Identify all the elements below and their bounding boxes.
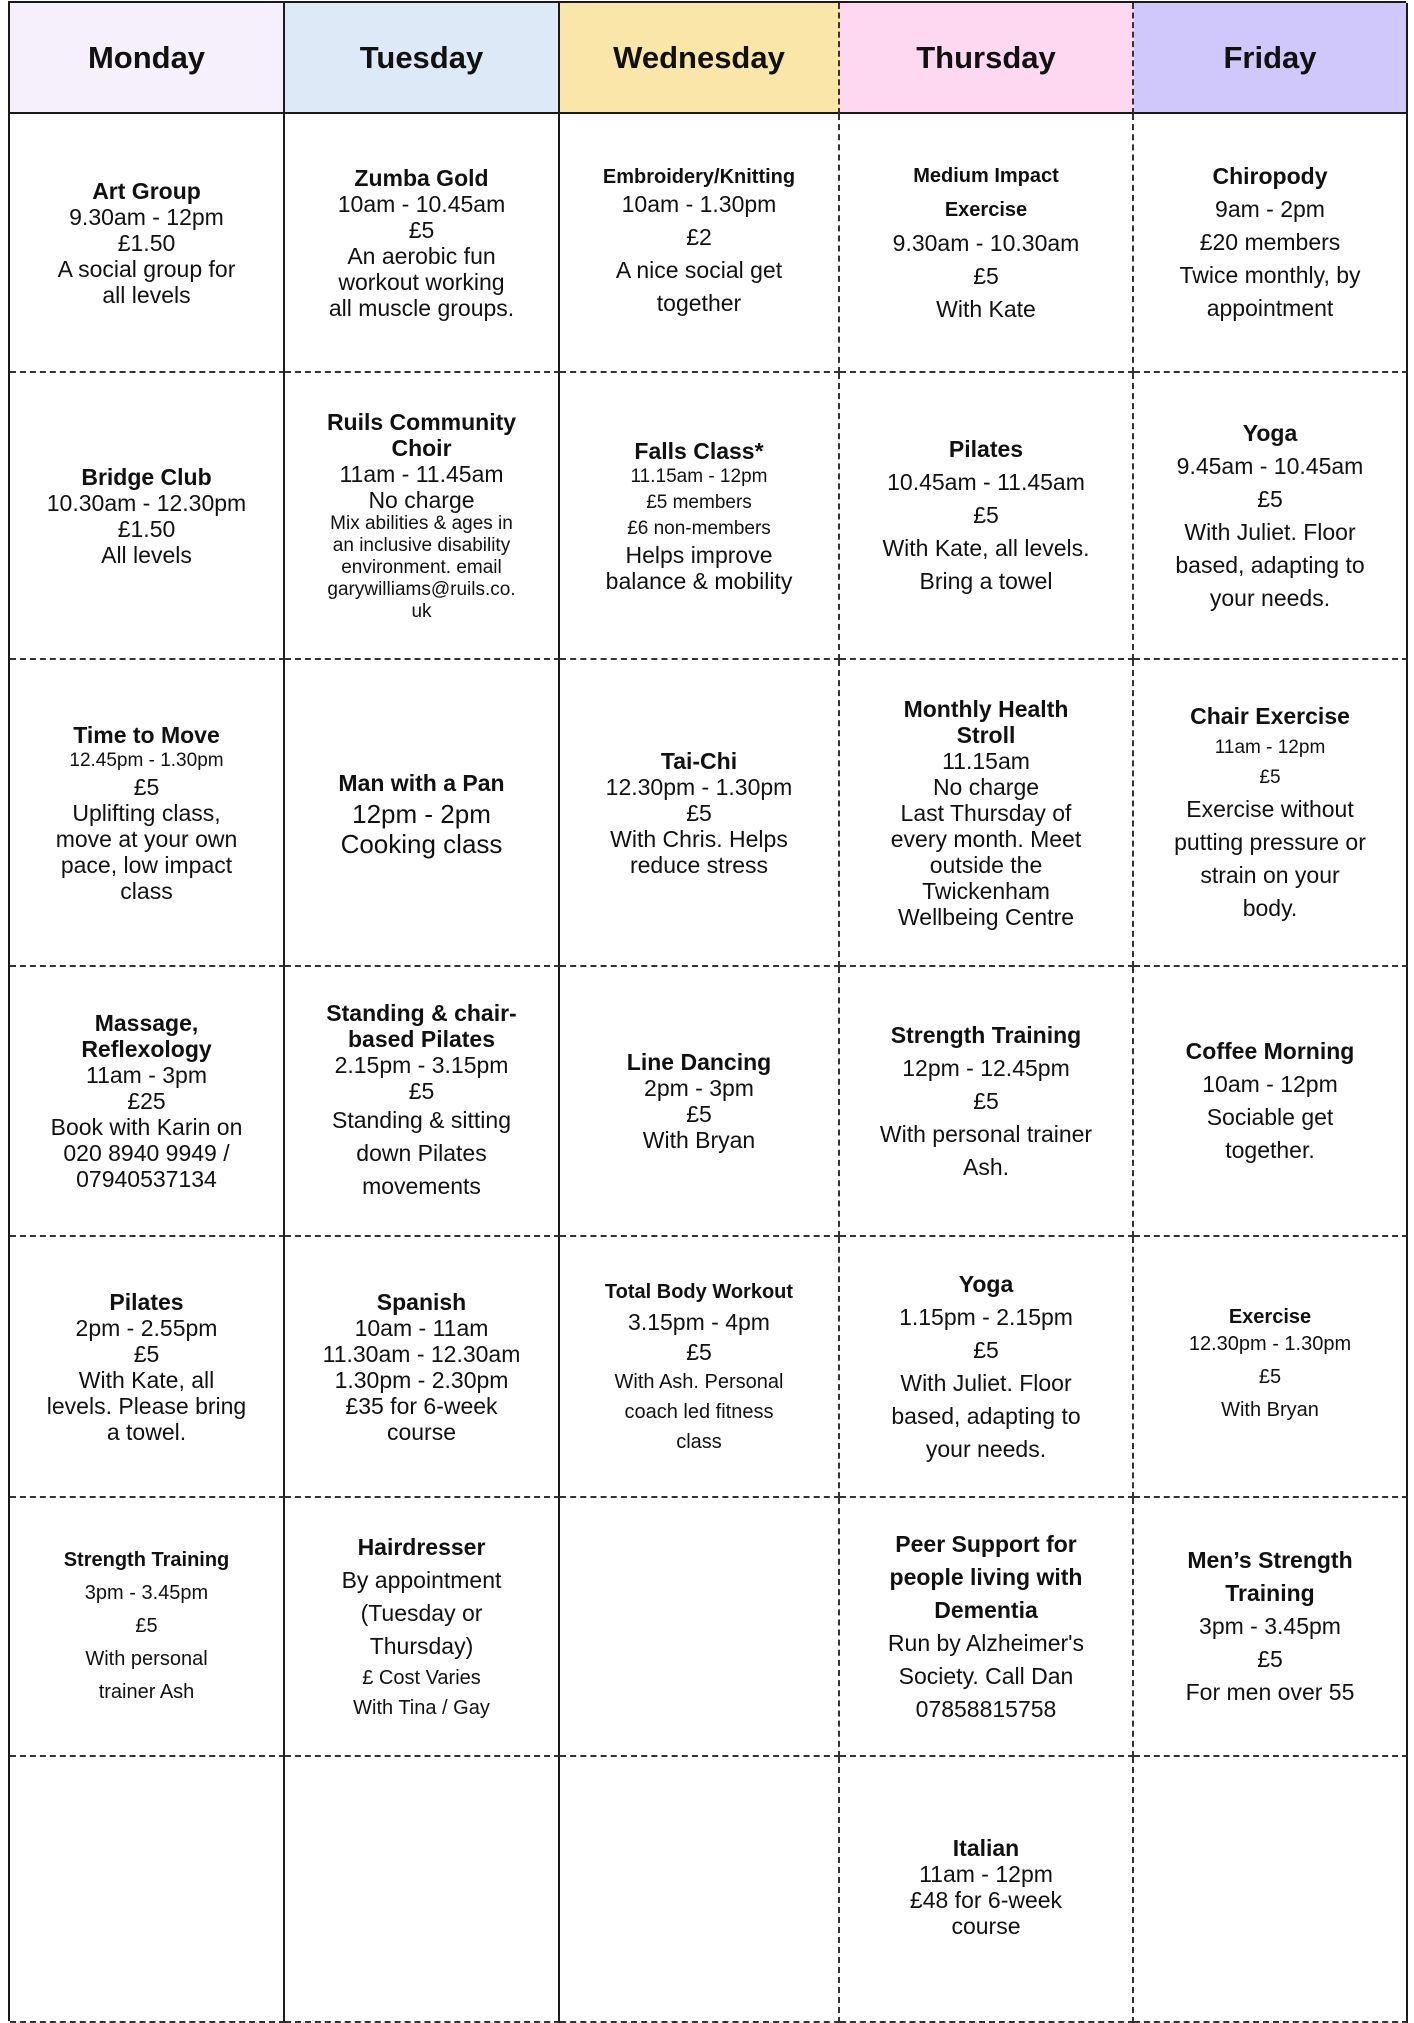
activity-time: 11.15am [942,747,1030,774]
activity-note: Standing & sitting [331,1106,511,1133]
activity-note: With Juliet. Floor [900,1369,1072,1396]
activity-price: £1.50 [117,229,176,256]
activity-time: By appointment [341,1566,502,1593]
activity-price: £5 [1258,1366,1282,1388]
activity-note: Mix abilities & ages in [330,512,513,534]
activity-price: £ Cost Varies [362,1666,481,1689]
activity-cell [1134,660,1408,967]
activity-note: Ash. [962,1153,1010,1180]
activity-cell [285,967,560,1237]
activity-note: together. [1225,1137,1315,1163]
activity-price: £5 [686,1101,712,1127]
activity-time: 12.30pm - 1.30pm [605,773,793,800]
activity-title: Reflexology [81,1036,212,1062]
activity-time: 10.45am - 11.45am [887,469,1085,495]
activity-price: £5 members [646,491,752,513]
activity-title: Time to Move [73,721,220,748]
activity-cell [1134,1498,1408,1757]
activity-note: course [951,1913,1021,1939]
activity-cell [285,1237,560,1498]
activity-note: environment. email [341,556,502,578]
activity-note: Run by Alzheimer's [887,1629,1085,1656]
activity-note: levels. Please bring [46,1392,247,1419]
activity-time: 11.30am - 12.30am [322,1340,521,1367]
activity-price: £5 [133,773,160,800]
activity-price: £5 [973,1087,999,1114]
activity-note: 07858815758 [915,1695,1057,1722]
activity-note: With Tina / Gay [353,1696,490,1719]
activity-note: workout working [338,268,505,295]
activity-time: 2pm - 2.55pm [75,1314,218,1341]
activity-price: £5 [1259,767,1281,788]
activity-price: £48 for 6-week [909,1887,1063,1913]
activity-note: With personal [85,1648,208,1670]
activity-time: 12pm - 2pm [352,798,491,829]
activity-note: Book with Karin on [50,1114,243,1140]
activity-time: 3pm - 3.45pm [84,1582,209,1604]
activity-cell [840,660,1134,967]
activity-note: With Ash. Personal [614,1370,784,1393]
activity-note: class [676,1430,722,1453]
activity-time: 1.30pm - 2.30pm [334,1366,509,1393]
activity-price: £5 [1257,485,1283,512]
activity-note: pace, low impact [60,851,233,878]
activity-title: Standing & chair- [326,999,517,1026]
activity-note: With Bryan [642,1127,756,1153]
activity-price: £5 [686,1338,712,1365]
activity-note: body. [1242,895,1298,921]
activity-note: together [656,289,742,316]
activity-price: £5 [973,1336,999,1363]
activity-time: 12pm - 12.45pm [902,1054,1070,1081]
activity-note: based, adapting to [891,1402,1081,1429]
activity-note: garywilliams@ruils.co. [327,578,516,600]
activity-title: Monthly Health [903,695,1069,722]
activity-note: coach led fitness [624,1400,774,1423]
activity-note: With Bryan [1221,1399,1319,1421]
activity-title: Ruils Community [326,408,517,435]
activity-note: A social group for [57,255,236,282]
activity-note: course [386,1418,457,1445]
activity-cell [10,114,285,373]
activity-price: No charge [368,486,475,513]
activity-title: Embroidery/Knitting [602,165,796,188]
activity-note: Bring a towel [919,568,1053,594]
activity-title: Choir [391,434,452,461]
activity-cell [840,967,1134,1237]
activity-note: putting pressure or [1174,829,1366,855]
activity-title: Bridge Club [81,463,212,490]
activity-title: Coffee Morning [1185,1038,1355,1064]
activity-time: 11am - 12pm [1214,737,1326,758]
activity-note: With Chris. Helps [610,825,788,852]
activity-title: Chiropody [1212,163,1328,189]
day-header-tuesday: Tuesday [285,3,560,114]
activity-cell [285,660,560,967]
activity-time: 3.15pm - 4pm [628,1308,770,1335]
activity-cell [10,1237,285,1498]
activity-price: £5 [686,799,712,826]
activity-note: Twice monthly, by [1179,262,1361,288]
weekly-timetable [8,1,1406,2021]
activity-price: £20 members [1199,229,1341,255]
activity-price: £5 [408,216,435,243]
activity-note: With Kate [936,296,1036,322]
activity-note: 07940537134 [76,1166,217,1192]
activity-note: With Juliet. Floor [1184,518,1356,545]
activity-cell [1134,1237,1408,1498]
activity-time: 11am - 11.45am [339,460,504,487]
activity-time: 9am - 2pm [1215,196,1325,222]
activity-note: down Pilates [356,1139,487,1166]
activity-note: outside the [929,851,1043,878]
activity-price: No charge [932,773,1040,800]
activity-title: Pilates [948,436,1024,462]
activity-price: £35 for 6-week [345,1392,498,1419]
activity-cell [840,1757,1134,2023]
activity-note: your needs. [925,1435,1047,1462]
activity-note: With Kate, all [78,1366,215,1393]
activity-note: (Tuesday or [360,1599,483,1626]
activity-title: Massage, [94,1010,199,1036]
activity-note: based, adapting to [1175,551,1365,578]
activity-note: Thursday) [369,1632,474,1659]
activity-time: 10am - 11am [354,1314,489,1341]
activity-note: appointment [1206,295,1334,321]
activity-cell [285,373,560,660]
activity-title: Pilates [109,1288,184,1315]
activity-price: £2 [686,223,712,250]
activity-title: Italian [952,1835,1020,1861]
activity-price: £5 [135,1615,158,1637]
activity-note: class [120,877,173,904]
activity-time: 11am - 3pm [85,1062,207,1088]
activity-cell [10,373,285,660]
activity-cell-empty [560,1498,840,1757]
activity-note: All levels [101,541,192,568]
activity-note: balance & mobility [605,567,793,594]
activity-note: move at your own [55,825,238,852]
activity-note: Uplifting class, [72,799,221,826]
activity-cell [840,1237,1134,1498]
activity-time: 10am - 12pm [1202,1071,1338,1097]
activity-cell-empty [1134,1757,1408,2023]
activity-time: 9.45am - 10.45am [1176,452,1364,479]
activity-cell [1134,373,1408,660]
activity-title: Strength Training [890,1021,1082,1048]
activity-cell [285,114,560,373]
activity-time: 11.15am - 12pm [630,465,768,487]
activity-time: 2pm - 3pm [644,1075,754,1101]
activity-title: Dementia [934,1596,1038,1623]
activity-note: Society. Call Dan [898,1662,1074,1689]
activity-note: reduce stress [629,851,769,878]
activity-cell [285,1498,560,1757]
activity-price: £25 [127,1088,166,1114]
activity-cell [10,967,285,1237]
activity-cell [560,114,840,373]
day-header-wednesday: Wednesday [560,3,840,114]
activity-time: 10am - 1.30pm [621,190,777,217]
activity-title: Yoga [958,1270,1014,1297]
activity-note: With Kate, all levels. [882,535,1090,561]
activity-note: strain on your [1200,862,1340,888]
activity-time: 10.30am - 12.30pm [46,489,247,516]
activity-title: Chair Exercise [1190,703,1350,729]
activity-note: Helps improve [625,541,773,568]
activity-title: Peer Support for [895,1530,1077,1557]
activity-time: 12.30pm - 1.30pm [1188,1333,1352,1355]
activity-cell [1134,967,1408,1237]
activity-price: £5 [973,502,999,528]
activity-cell [840,1498,1134,1757]
activity-note: Exercise without [1186,796,1354,822]
activity-title: Tai-Chi [660,747,738,774]
activity-time: 11am - 12pm [919,1861,1053,1887]
activity-note: 020 8940 9949 / [63,1140,230,1166]
activity-price: £1.50 [117,515,176,542]
activity-cell [560,967,840,1237]
activity-cell [1134,114,1408,373]
activity-title: Hairdresser [357,1533,486,1560]
day-header-friday: Friday [1134,3,1408,114]
activity-note: an inclusive disability [332,534,511,556]
activity-cell [560,373,840,660]
activity-title: Stroll [956,721,1016,748]
activity-price: £5 [133,1340,160,1367]
activity-note: Twickenham [922,877,1050,904]
activity-cell [560,1237,840,1498]
activity-title: Total Body Workout [604,1280,794,1303]
activity-cell [840,114,1134,373]
activity-price: £5 [973,263,999,289]
activity-note: trainer Ash [98,1681,195,1703]
activity-price: £5 [1257,1646,1283,1672]
activity-note: A nice social get [615,256,783,283]
activity-note: With personal trainer [879,1120,1093,1147]
activity-note: your needs. [1209,584,1331,611]
activity-title: Spanish [376,1288,467,1315]
activity-title: Training [1225,1580,1315,1606]
activity-cell [840,373,1134,660]
activity-title: based Pilates [347,1025,496,1052]
activity-title: Falls Class* [634,437,764,464]
activity-note: Last Thursday of [900,799,1072,826]
activity-title: Art Group [92,177,201,204]
activity-cell [10,660,285,967]
activity-price: £5 [408,1077,435,1104]
activity-title: Man with a Pan [338,769,505,796]
activity-title: Men’s Strength [1187,1547,1353,1573]
activity-title: Medium Impact [913,165,1059,187]
activity-time: 3pm - 3.45pm [1199,1613,1341,1639]
activity-time: 2.15pm - 3.15pm [334,1051,509,1078]
activity-note: Wellbeing Centre [897,903,1074,930]
activity-note: every month. Meet [890,825,1082,852]
activity-cell [560,660,840,967]
activity-price: £6 non-members [627,517,771,539]
activity-cell-empty [285,1757,560,2023]
activity-title: Exercise [1228,1306,1312,1328]
activity-title: Exercise [944,199,1028,221]
activity-title: Zumba Gold [354,164,489,191]
activity-note: uk [411,600,432,622]
activity-cell-empty [10,1757,285,2023]
activity-note: An aerobic fun [347,242,496,269]
activity-time: 10am - 10.45am [337,190,506,217]
activity-cell-empty [560,1757,840,2023]
activity-note: Cooking class [340,828,503,859]
activity-time: 12.45pm - 1.30pm [69,749,224,771]
activity-note: For men over 55 [1185,1679,1355,1705]
activity-note: a towel. [106,1418,187,1445]
activity-note: Sociable get [1206,1104,1334,1130]
activity-time: 9.30am - 10.30am [892,230,1080,256]
activity-time: 1.15pm - 2.15pm [899,1303,1073,1330]
activity-note: all levels [102,281,191,308]
day-header-thursday: Thursday [840,3,1134,114]
activity-note: movements [362,1172,481,1199]
activity-time: 9.30am - 12pm [69,203,224,230]
activity-title: people living with [889,1563,1083,1590]
activity-note: all muscle groups. [328,294,515,321]
activity-title: Yoga [1242,419,1298,446]
activity-title: Line Dancing [626,1049,772,1075]
activity-title: Strength Training [63,1549,230,1571]
activity-cell [10,1498,285,1757]
day-header-monday: Monday [10,3,285,114]
